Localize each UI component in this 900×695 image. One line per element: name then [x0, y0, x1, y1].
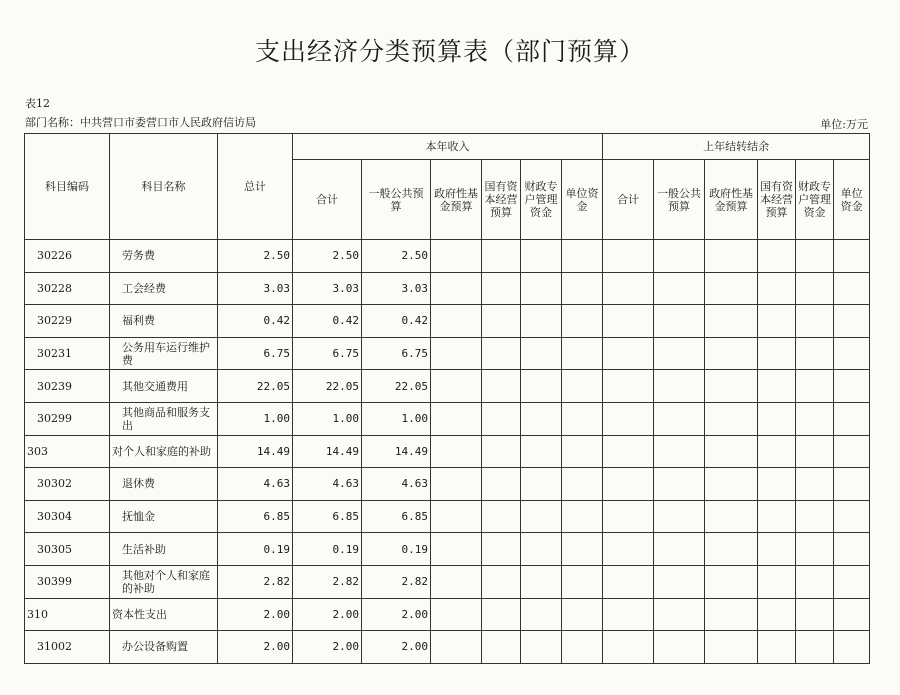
header-current-year: 本年收入: [293, 134, 603, 160]
cell-empty: [758, 500, 796, 533]
cell-empty: [562, 631, 603, 664]
table-number: 表12: [25, 97, 50, 110]
cell-empty: [603, 305, 654, 338]
cell-total: 2.82: [218, 565, 293, 598]
cell-current-total: 22.05: [293, 370, 362, 403]
cell-empty: [482, 598, 521, 631]
page-title: 支出经济分类预算表（部门预算）: [254, 37, 645, 66]
cell-empty: [431, 305, 482, 338]
cell-current-total: 4.63: [293, 468, 362, 501]
cell-empty: [796, 533, 834, 566]
cell-empty: [758, 370, 796, 403]
cell-name: 抚恤金: [110, 500, 218, 533]
cell-name: 公务用车运行维护费: [110, 337, 218, 370]
table-row: [25, 337, 870, 370]
cell-code: 31002: [25, 631, 110, 664]
cell-empty: [603, 533, 654, 566]
cell-empty: [705, 631, 758, 664]
cell-empty: [834, 468, 870, 501]
cell-empty: [834, 533, 870, 566]
cell-total: 2.00: [218, 598, 293, 631]
cell-code: 310: [25, 598, 110, 631]
header-prev-year: 上年结转结余: [603, 134, 870, 160]
cell-empty: [758, 272, 796, 305]
cell-empty: [834, 272, 870, 305]
cell-code: 30231: [25, 337, 110, 370]
cell-empty: [654, 500, 705, 533]
cell-general-budget: 1.00: [362, 402, 431, 435]
header-prev-col: 国有资本经营预算: [758, 160, 796, 240]
header-cur-col: 单位资金: [562, 160, 603, 240]
cell-empty: [705, 370, 758, 403]
header-cur-col: 政府性基金预算: [431, 160, 482, 240]
cell-empty: [562, 337, 603, 370]
cell-empty: [521, 468, 562, 501]
cell-empty: [758, 240, 796, 273]
cell-empty: [705, 305, 758, 338]
header-cur-col: 一般公共预算: [362, 160, 431, 240]
cell-empty: [758, 468, 796, 501]
cell-empty: [431, 500, 482, 533]
cell-total: 6.75: [218, 337, 293, 370]
cell-empty: [796, 598, 834, 631]
cell-empty: [431, 435, 482, 468]
cell-general-budget: 3.03: [362, 272, 431, 305]
table-row: [25, 402, 870, 435]
table-row: [25, 631, 870, 664]
cell-empty: [482, 468, 521, 501]
cell-empty: [482, 337, 521, 370]
cell-empty: [654, 402, 705, 435]
cell-empty: [482, 402, 521, 435]
cell-empty: [482, 370, 521, 403]
table-row: [25, 468, 870, 501]
cell-empty: [758, 533, 796, 566]
cell-empty: [431, 598, 482, 631]
table-row: [25, 435, 870, 468]
cell-code: 30229: [25, 305, 110, 338]
cell-empty: [482, 500, 521, 533]
cell-general-budget: 2.50: [362, 240, 431, 273]
cell-name: 对个人和家庭的补助: [110, 435, 218, 468]
header-cur-col: 合计: [293, 160, 362, 240]
cell-empty: [796, 565, 834, 598]
cell-empty: [603, 435, 654, 468]
cell-empty: [705, 598, 758, 631]
cell-empty: [834, 435, 870, 468]
cell-empty: [482, 631, 521, 664]
cell-general-budget: 2.00: [362, 631, 431, 664]
header-prev-col: 一般公共预算: [654, 160, 705, 240]
cell-empty: [562, 272, 603, 305]
cell-current-total: 6.75: [293, 337, 362, 370]
table-row: [25, 500, 870, 533]
cell-empty: [654, 565, 705, 598]
cell-empty: [834, 631, 870, 664]
cell-current-total: 1.00: [293, 402, 362, 435]
cell-empty: [796, 305, 834, 338]
cell-empty: [521, 435, 562, 468]
cell-total: 2.00: [218, 631, 293, 664]
cell-empty: [521, 337, 562, 370]
cell-empty: [562, 500, 603, 533]
cell-empty: [758, 565, 796, 598]
cell-general-budget: 14.49: [362, 435, 431, 468]
header-cur-col: 财政专户管理资金: [521, 160, 562, 240]
cell-total: 14.49: [218, 435, 293, 468]
cell-empty: [431, 240, 482, 273]
cell-empty: [603, 337, 654, 370]
cell-empty: [521, 631, 562, 664]
cell-empty: [834, 305, 870, 338]
cell-current-total: 0.19: [293, 533, 362, 566]
cell-empty: [562, 533, 603, 566]
cell-name: 其他对个人和家庭的补助: [110, 565, 218, 598]
unit-label: 单位:万元: [820, 118, 868, 131]
cell-empty: [758, 337, 796, 370]
cell-empty: [705, 500, 758, 533]
cell-name: 其他商品和服务支出: [110, 402, 218, 435]
cell-empty: [603, 500, 654, 533]
cell-empty: [603, 272, 654, 305]
cell-empty: [521, 370, 562, 403]
cell-empty: [654, 598, 705, 631]
cell-name: 资本性支出: [110, 598, 218, 631]
cell-empty: [521, 565, 562, 598]
cell-empty: [603, 631, 654, 664]
cell-total: 2.50: [218, 240, 293, 273]
header-total: 总计: [218, 134, 293, 240]
cell-code: 30299: [25, 402, 110, 435]
cell-empty: [705, 337, 758, 370]
cell-empty: [603, 565, 654, 598]
cell-name: 办公设备购置: [110, 631, 218, 664]
cell-empty: [705, 565, 758, 598]
cell-empty: [562, 305, 603, 338]
cell-empty: [758, 631, 796, 664]
cell-empty: [834, 402, 870, 435]
cell-empty: [431, 565, 482, 598]
cell-empty: [431, 468, 482, 501]
cell-code: 303: [25, 435, 110, 468]
header-prev-col: 政府性基金预算: [705, 160, 758, 240]
cell-empty: [431, 631, 482, 664]
cell-empty: [431, 272, 482, 305]
cell-empty: [654, 240, 705, 273]
cell-empty: [603, 240, 654, 273]
cell-empty: [705, 272, 758, 305]
header-prev-col: 财政专户管理资金: [796, 160, 834, 240]
budget-table: [24, 133, 870, 664]
cell-general-budget: 4.63: [362, 468, 431, 501]
cell-empty: [431, 337, 482, 370]
cell-empty: [482, 533, 521, 566]
table-row: [25, 305, 870, 338]
cell-empty: [654, 272, 705, 305]
cell-empty: [654, 435, 705, 468]
cell-empty: [758, 598, 796, 631]
cell-empty: [603, 370, 654, 403]
cell-name: 福利费: [110, 305, 218, 338]
cell-empty: [521, 598, 562, 631]
cell-total: 1.00: [218, 402, 293, 435]
cell-total: 3.03: [218, 272, 293, 305]
cell-total: 0.19: [218, 533, 293, 566]
cell-empty: [521, 240, 562, 273]
cell-empty: [431, 402, 482, 435]
cell-current-total: 3.03: [293, 272, 362, 305]
cell-code: 30239: [25, 370, 110, 403]
cell-empty: [562, 435, 603, 468]
cell-empty: [603, 402, 654, 435]
cell-code: 30304: [25, 500, 110, 533]
header-prev-col: 合计: [603, 160, 654, 240]
cell-empty: [705, 402, 758, 435]
table-row: [25, 598, 870, 631]
cell-empty: [482, 435, 521, 468]
cell-empty: [562, 370, 603, 403]
cell-empty: [834, 370, 870, 403]
cell-empty: [705, 240, 758, 273]
cell-empty: [796, 370, 834, 403]
table-row: [25, 370, 870, 403]
cell-empty: [521, 500, 562, 533]
cell-empty: [796, 631, 834, 664]
cell-empty: [796, 337, 834, 370]
cell-current-total: 2.00: [293, 598, 362, 631]
cell-empty: [562, 240, 603, 273]
table-row: [25, 565, 870, 598]
cell-name: 劳务费: [110, 240, 218, 273]
cell-current-total: 0.42: [293, 305, 362, 338]
cell-empty: [796, 402, 834, 435]
cell-code: 30305: [25, 533, 110, 566]
cell-current-total: 2.50: [293, 240, 362, 273]
cell-empty: [603, 468, 654, 501]
cell-code: 30228: [25, 272, 110, 305]
cell-empty: [796, 272, 834, 305]
cell-empty: [654, 370, 705, 403]
cell-total: 22.05: [218, 370, 293, 403]
header-code: 科目编码: [25, 134, 110, 240]
cell-total: 6.85: [218, 500, 293, 533]
cell-empty: [758, 435, 796, 468]
cell-empty: [796, 240, 834, 273]
cell-empty: [834, 240, 870, 273]
cell-code: 30399: [25, 565, 110, 598]
cell-empty: [521, 305, 562, 338]
cell-empty: [654, 533, 705, 566]
table-row: [25, 272, 870, 305]
header-row-1: [25, 134, 870, 160]
cell-general-budget: 0.42: [362, 305, 431, 338]
cell-current-total: 14.49: [293, 435, 362, 468]
cell-empty: [654, 631, 705, 664]
department-name: 部门名称：中共营口市委营口市人民政府信访局: [25, 116, 256, 129]
cell-empty: [521, 402, 562, 435]
cell-empty: [482, 240, 521, 273]
cell-empty: [521, 272, 562, 305]
cell-current-total: 2.00: [293, 631, 362, 664]
cell-current-total: 2.82: [293, 565, 362, 598]
cell-empty: [562, 598, 603, 631]
cell-total: 0.42: [218, 305, 293, 338]
cell-empty: [758, 305, 796, 338]
cell-empty: [796, 500, 834, 533]
cell-general-budget: 2.00: [362, 598, 431, 631]
cell-empty: [521, 533, 562, 566]
cell-empty: [431, 533, 482, 566]
cell-empty: [654, 305, 705, 338]
cell-empty: [482, 272, 521, 305]
cell-empty: [758, 402, 796, 435]
cell-empty: [705, 468, 758, 501]
cell-empty: [562, 402, 603, 435]
cell-empty: [482, 305, 521, 338]
cell-empty: [562, 565, 603, 598]
cell-empty: [654, 337, 705, 370]
cell-empty: [834, 500, 870, 533]
cell-general-budget: 2.82: [362, 565, 431, 598]
cell-empty: [482, 565, 521, 598]
cell-general-budget: 22.05: [362, 370, 431, 403]
table-row: [25, 240, 870, 273]
cell-empty: [431, 370, 482, 403]
table-row: [25, 533, 870, 566]
cell-total: 4.63: [218, 468, 293, 501]
cell-empty: [705, 435, 758, 468]
cell-empty: [603, 598, 654, 631]
cell-empty: [796, 435, 834, 468]
cell-general-budget: 0.19: [362, 533, 431, 566]
header-prev-col: 单位资金: [834, 160, 870, 240]
cell-code: 30302: [25, 468, 110, 501]
cell-general-budget: 6.75: [362, 337, 431, 370]
cell-empty: [834, 598, 870, 631]
cell-name: 生活补助: [110, 533, 218, 566]
cell-name: 工会经费: [110, 272, 218, 305]
cell-current-total: 6.85: [293, 500, 362, 533]
cell-empty: [834, 337, 870, 370]
cell-empty: [834, 565, 870, 598]
cell-empty: [562, 468, 603, 501]
cell-name: 退休费: [110, 468, 218, 501]
header-name: 科目名称: [110, 134, 218, 240]
cell-empty: [705, 533, 758, 566]
header-cur-col: 国有资本经营预算: [482, 160, 521, 240]
cell-empty: [654, 468, 705, 501]
cell-empty: [796, 468, 834, 501]
cell-general-budget: 6.85: [362, 500, 431, 533]
cell-code: 30226: [25, 240, 110, 273]
cell-name: 其他交通费用: [110, 370, 218, 403]
